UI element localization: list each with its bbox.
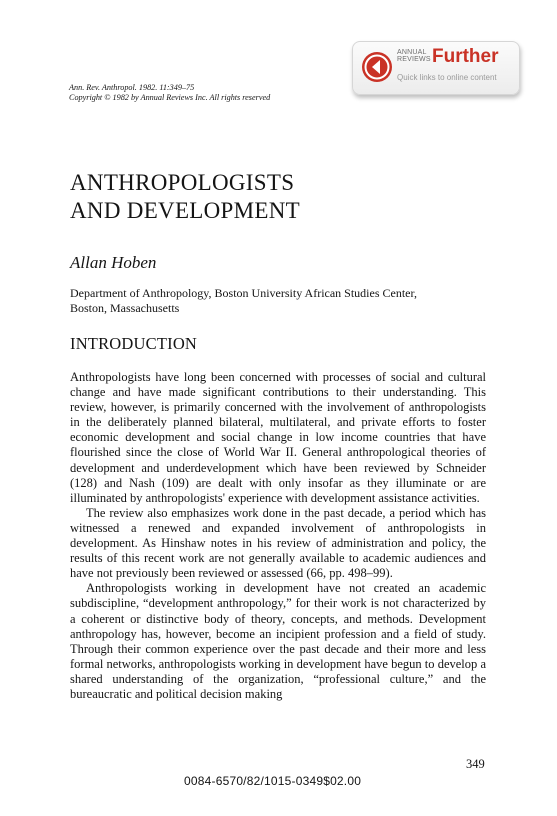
- author-affiliation: [70, 286, 417, 316]
- paragraph-2: The review also emphasizes work done in the past decade, a period which has witnessed a renewed and expanded involvement of anthropologists in development. As Hinshaw notes in his review of administration and policy, the results of this recent work are not generally available to academic audiences and have not previously been reviewed or assessed (66, pp. 498–99).: [70, 505, 486, 581]
- author-name: Allan Hoben: [70, 253, 157, 272]
- badge-brand-line2: REVIEWS: [397, 56, 431, 63]
- paragraph-3: Anthropologists working in development have not created an academic subdiscipline, “development anthropology,” for their work is not characterized by a coherent or distinctive body of theory, concepts, and methods. Development anthropology has, however, become an incipient profession and a field of study. Through their common experience over the past decade and their more and less formal networks, anthropologists working in development have begun to develop a shared understanding of the organization, “professional culture,” and the bureaucratic and political decision making: [70, 581, 486, 701]
- citation-journal: Ann. Rev. Anthropol. 1982. 11:349–75: [69, 83, 195, 92]
- section-heading: INTRODUCTION: [70, 334, 198, 353]
- arrow-left-circle-icon: [361, 51, 393, 83]
- affiliation-line-1: Department of Anthropology, Boston University African Studies Center,: [70, 286, 418, 300]
- article-title: [70, 169, 300, 225]
- affiliation-line-2: Boston, Massachusetts: [70, 301, 180, 315]
- article-code: 0084-6570/82/1015-0349$02.00: [184, 774, 362, 788]
- badge-brand-line1: ANNUAL: [397, 49, 427, 56]
- badge-brand: [397, 49, 431, 63]
- paragraph-1: Anthropologists have long been concerned with processes of social and cultural change and have made significant contributions to their understanding. This review, however, is primarily concerned with the involvement of anthropologists in the deliberately planned bilateral, multilateral, and private efforts to foster economic development and social change in low income countries that have flourished since the close of World War II. General anthropological theories of development and underdevelopment which have been reviewed by Schneider (128) and Nash (109) are dealt with only insofar as they illuminate or are illuminated by anthropologists' experience with development assistance activities.: [70, 370, 486, 505]
- badge-title: Further: [432, 46, 499, 67]
- body-text: [70, 370, 486, 702]
- page-number: 349: [466, 757, 485, 771]
- badge-tagline: Quick links to online content: [397, 73, 497, 82]
- title-line-1: ANTHROPOLOGISTS: [70, 170, 295, 195]
- citation: [69, 83, 270, 103]
- further-badge[interactable]: [352, 41, 520, 95]
- citation-copyright: Copyright © 1982 by Annual Reviews Inc. All rights reserved: [69, 93, 271, 102]
- title-line-2: AND DEVELOPMENT: [70, 198, 301, 223]
